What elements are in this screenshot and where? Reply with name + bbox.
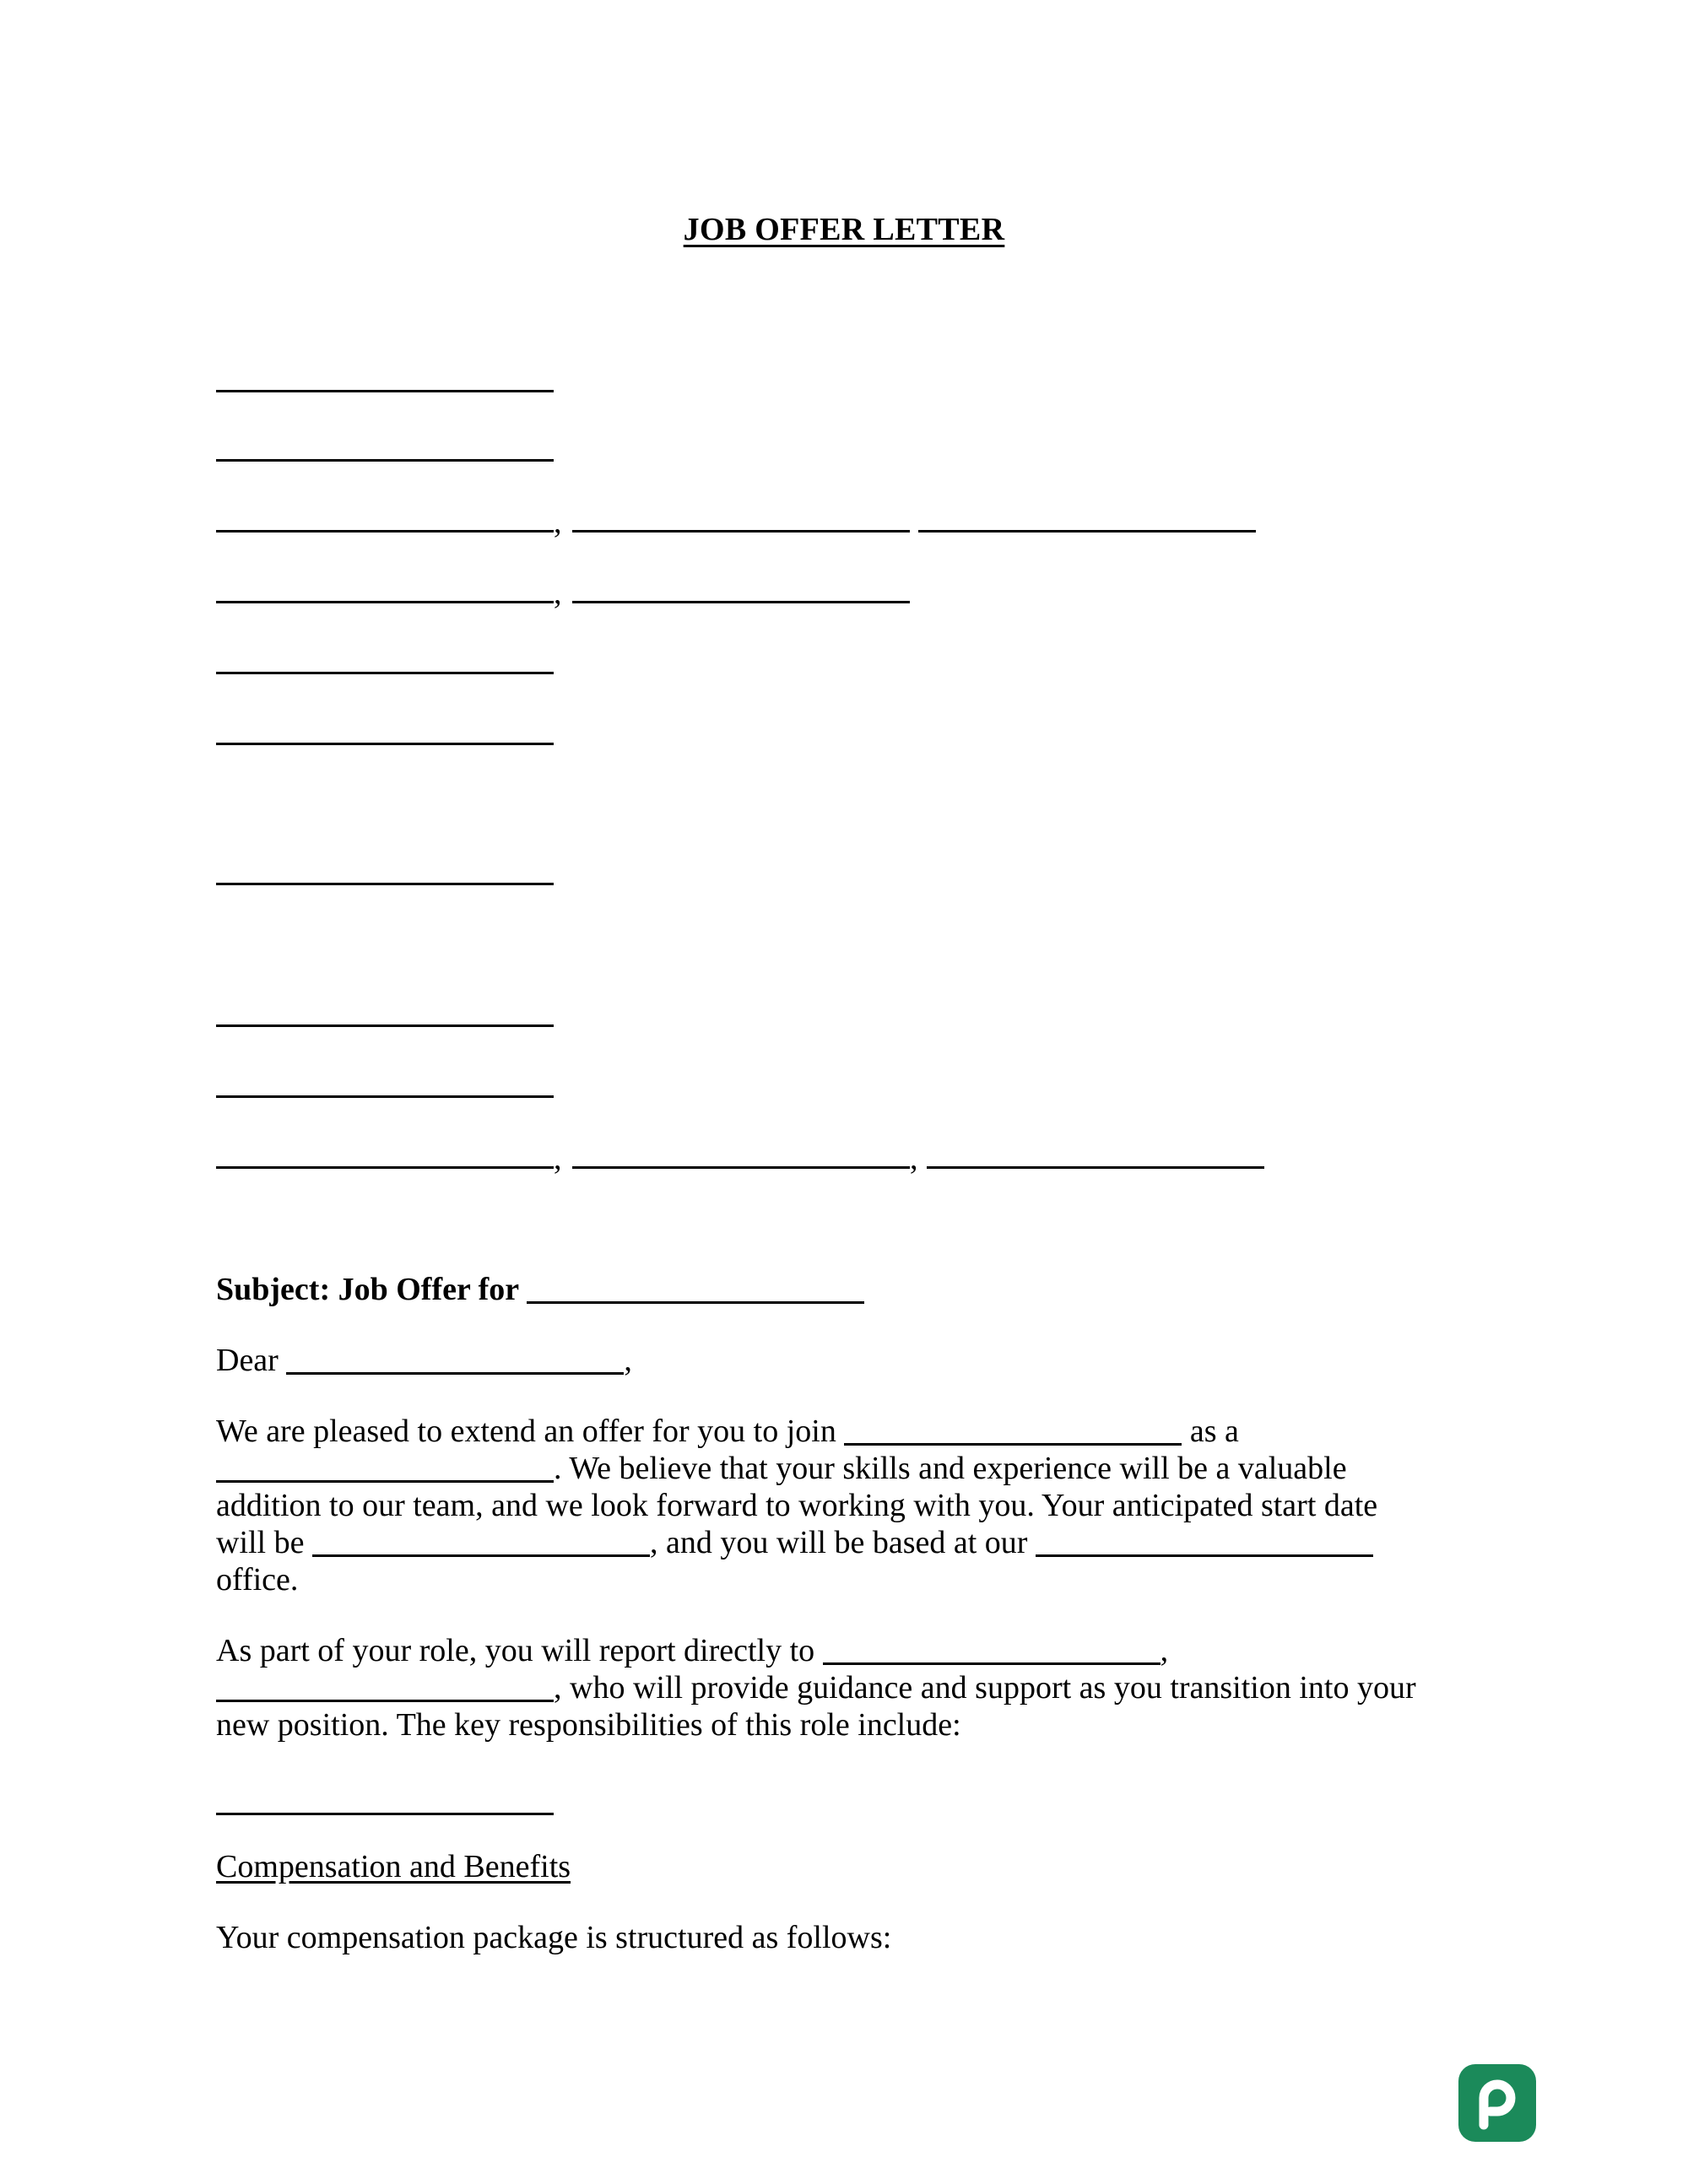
start-date-blank[interactable] (312, 1529, 650, 1557)
subject-line (216, 1271, 864, 1308)
paragraph-2-line-1 (216, 1632, 1168, 1669)
paragraph-text: office. (216, 1562, 299, 1597)
blank-line[interactable] (216, 530, 554, 532)
document-title: JOB OFFER LETTER (683, 212, 1005, 247)
recipient-name-blank[interactable] (286, 1347, 624, 1375)
blank-line[interactable] (216, 459, 554, 462)
comma: , (910, 1141, 918, 1176)
paragraph-1-line-2 (216, 1450, 1347, 1487)
brand-p-logo-icon (1458, 2064, 1536, 2142)
paragraph-text: will be (216, 1525, 305, 1560)
paragraph-1-line-3 (216, 1487, 1377, 1524)
paragraph-text: as a (1189, 1414, 1239, 1449)
greeting-dear: Dear (216, 1343, 279, 1378)
blank-line[interactable] (216, 672, 554, 674)
paragraph-text: , (1160, 1633, 1169, 1668)
paragraph-text: As part of your role, you will report directly to (216, 1633, 815, 1668)
job-title-blank[interactable] (216, 1455, 554, 1483)
manager-title-blank[interactable] (216, 1674, 554, 1702)
company-name-blank[interactable] (844, 1418, 1182, 1446)
paragraph-3: Your compensation package is structured as follows: (216, 1920, 892, 1955)
paragraph-1-line-5 (216, 1561, 298, 1598)
paragraph-text: addition to our team, and we look forward to working with you. Your anticipated start date (216, 1488, 1378, 1523)
comma: , (554, 505, 562, 540)
greeting-comma: , (624, 1343, 632, 1378)
paragraph-2-line-2 (216, 1669, 1416, 1706)
blank-line[interactable] (216, 883, 554, 885)
paragraph-text: new position. The key responsibilities of this role include: (216, 1707, 961, 1743)
paragraph-text: . We believe that your skills and experience will be a valuable (554, 1451, 1347, 1486)
brand-p-logo-svg (1458, 2064, 1536, 2142)
paragraph-text: We are pleased to extend an offer for you to join (216, 1414, 836, 1449)
blank-line[interactable] (927, 1166, 1264, 1169)
paragraph-1-line-1 (216, 1413, 1239, 1450)
blank-line[interactable] (216, 1024, 554, 1027)
office-location-blank[interactable] (1036, 1529, 1373, 1557)
paragraph-text: , who will provide guidance and support as you transition into your (554, 1670, 1416, 1706)
blank-line[interactable] (216, 601, 554, 603)
section-heading: Compensation and Benefits (216, 1849, 571, 1884)
blank-line[interactable] (216, 1095, 554, 1098)
greeting-line (216, 1342, 632, 1379)
paragraph-2-line-3 (216, 1706, 961, 1743)
blank-line[interactable] (216, 1166, 554, 1169)
paragraph-text: , and you will be based at our (649, 1525, 1028, 1560)
subject-label: Subject: Job Offer for (216, 1272, 519, 1307)
blank-line[interactable] (572, 1166, 910, 1169)
blank-line[interactable] (918, 530, 1256, 532)
manager-name-blank[interactable] (823, 1637, 1160, 1665)
blank-line[interactable] (216, 390, 554, 392)
responsibilities-blank[interactable] (216, 1813, 554, 1815)
blank-line[interactable] (216, 743, 554, 745)
blank-line[interactable] (572, 601, 910, 603)
comma: , (554, 1141, 562, 1176)
comma: , (554, 576, 562, 611)
blank-line[interactable] (572, 530, 910, 532)
position-title-blank[interactable] (527, 1276, 864, 1304)
paragraph-1-line-4 (216, 1524, 1373, 1561)
